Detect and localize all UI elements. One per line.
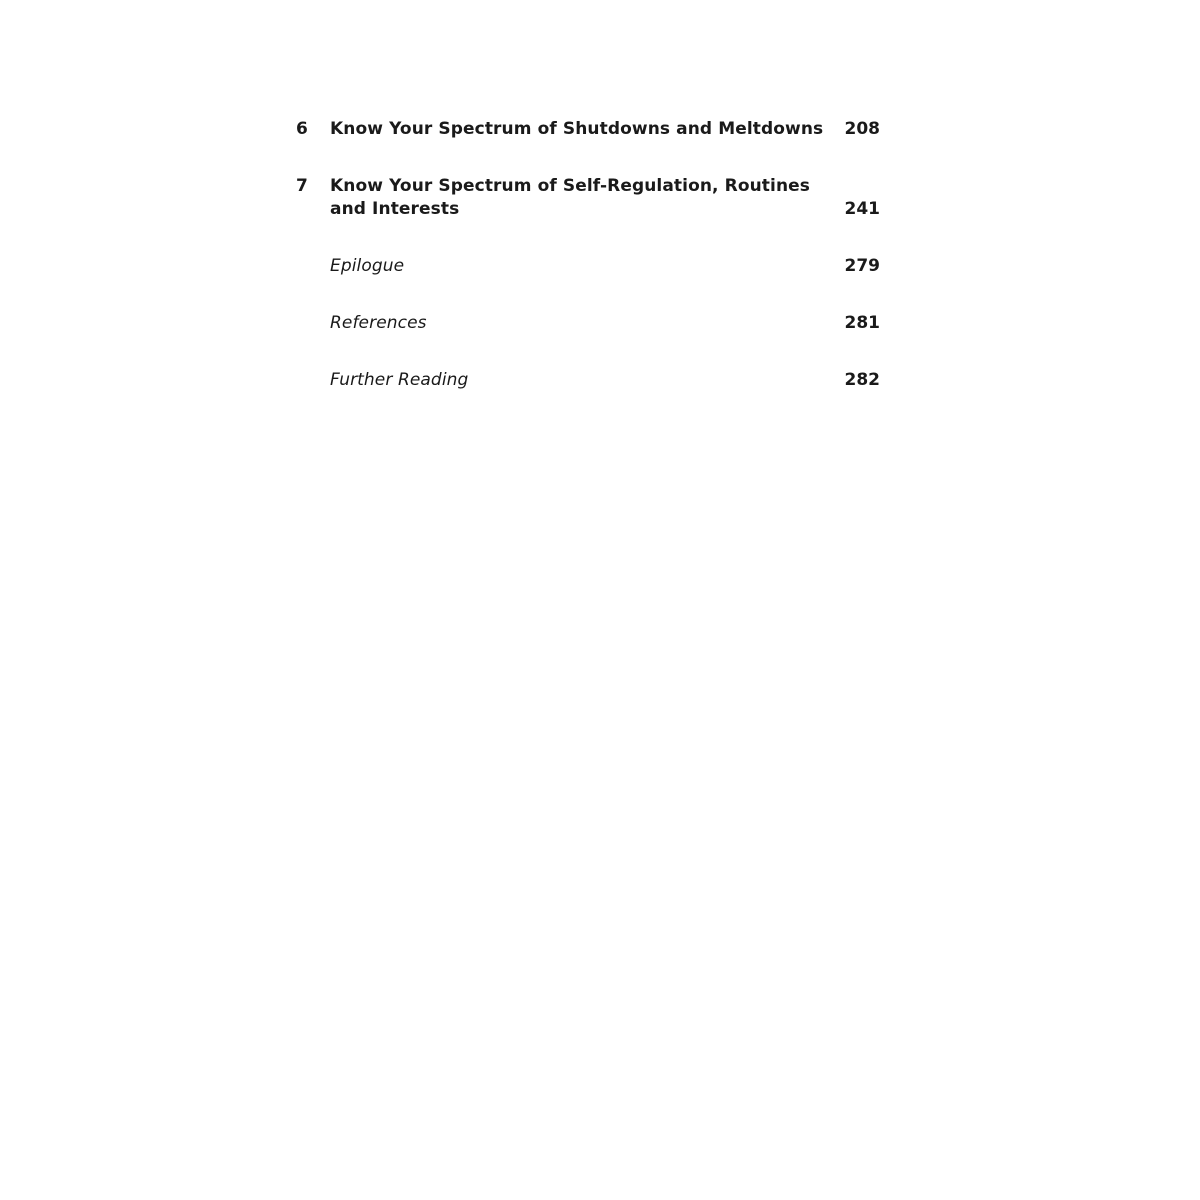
chapter-title-line: and Interests (330, 199, 460, 219)
section-title (330, 312, 800, 335)
table-of-contents (296, 118, 886, 426)
chapter-title (330, 118, 824, 141)
section-title (330, 369, 800, 392)
chapter-title-line: Know Your Spectrum of Shutdowns and Meltdowns (330, 119, 824, 139)
toc-entry-chapter-6 (296, 118, 886, 175)
chapter-title-line: Know Your Spectrum of Self-Regulation, Routines (330, 176, 811, 196)
chapter-number: 7 (296, 176, 308, 196)
chapter-title (330, 175, 811, 221)
toc-entry-epilogue (296, 255, 886, 312)
section-title-line: Further Reading (330, 370, 469, 390)
page-number: 281 (844, 313, 880, 333)
toc-entry-further-reading (296, 369, 886, 426)
section-title-line: Epilogue (330, 256, 405, 276)
toc-entry-chapter-7 (296, 175, 886, 255)
chapter-number: 6 (296, 119, 308, 139)
page-number: 241 (844, 199, 880, 219)
section-title-line: References (330, 313, 427, 333)
section-title (330, 255, 800, 278)
page-number: 208 (844, 119, 880, 139)
toc-entry-references (296, 312, 886, 369)
page-number: 282 (844, 370, 880, 390)
page-number: 279 (844, 256, 880, 276)
